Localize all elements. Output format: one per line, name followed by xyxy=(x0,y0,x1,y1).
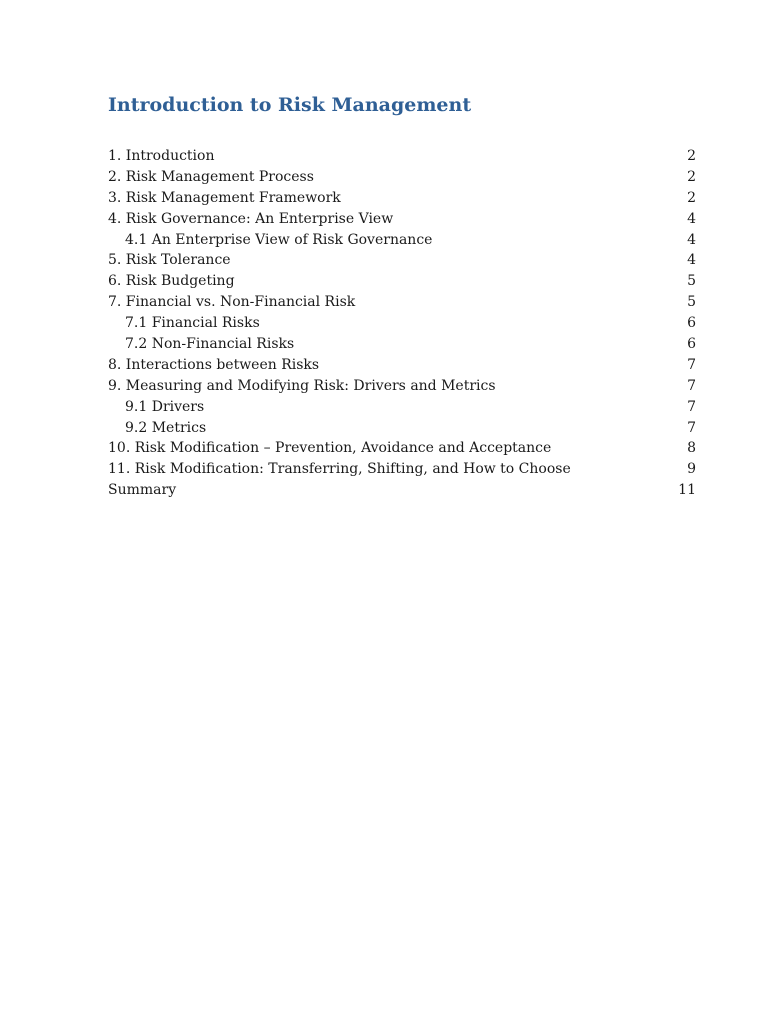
toc-entry[interactable] xyxy=(108,438,696,459)
toc-entry-page: 2 xyxy=(687,189,696,206)
toc-entry[interactable] xyxy=(108,209,696,230)
toc-entry-page: 4 xyxy=(687,231,696,248)
toc-entry-page: 8 xyxy=(687,440,696,457)
table-of-contents xyxy=(108,146,696,501)
toc-entry-label: 1. Introduction xyxy=(108,148,215,164)
toc-entry[interactable] xyxy=(108,188,696,209)
toc-entry[interactable] xyxy=(108,397,696,418)
toc-entry-label: 2. Risk Management Process xyxy=(108,168,314,185)
toc-entry-page: 4 xyxy=(687,252,696,269)
toc-entry-page: 7 xyxy=(687,356,696,373)
toc-entry[interactable] xyxy=(108,146,696,167)
document-title: Introduction to Risk Management xyxy=(108,94,472,116)
toc-entry-page: 7 xyxy=(687,377,696,394)
toc-entry-label: 7. Financial vs. Non-Financial Risk xyxy=(108,294,356,311)
toc-entry-page: 6 xyxy=(687,336,696,353)
toc-entry-page: 7 xyxy=(687,419,696,436)
toc-entry-label: 10. Risk Modification – Prevention, Avoidance and Acceptance xyxy=(108,440,552,457)
toc-entry[interactable] xyxy=(108,167,696,188)
toc-entry[interactable] xyxy=(108,334,696,355)
toc-entry-label: 11. Risk Modification: Transferring, Shifting, and How to Choose xyxy=(108,461,571,478)
toc-entry[interactable] xyxy=(108,376,696,397)
toc-entry[interactable] xyxy=(108,250,696,271)
toc-entry[interactable] xyxy=(108,480,696,501)
toc-entry-page: 2 xyxy=(687,148,696,164)
toc-entry-page: 7 xyxy=(687,398,696,415)
toc-entry[interactable] xyxy=(108,230,696,251)
toc-entry-label: 9.1 Drivers xyxy=(125,398,205,415)
toc-entry-page: 9 xyxy=(687,461,696,478)
toc-entry-page: 6 xyxy=(687,315,696,332)
toc-entry-page: 4 xyxy=(687,210,696,227)
toc-entry-label: 6. Risk Budgeting xyxy=(108,273,235,290)
toc-entry[interactable] xyxy=(108,271,696,292)
toc-entry-label: Summary xyxy=(108,482,177,499)
toc-entry-page: 2 xyxy=(687,168,696,185)
toc-entry[interactable] xyxy=(108,313,696,334)
toc-entry[interactable] xyxy=(108,292,696,313)
toc-entry[interactable] xyxy=(108,418,696,439)
toc-entry-label: 9.2 Metrics xyxy=(125,419,207,436)
toc-entry-label: 4.1 An Enterprise View of Risk Governance xyxy=(125,231,433,248)
toc-entry-label: 4. Risk Governance: An Enterprise View xyxy=(108,210,394,227)
toc-entry-label: 8. Interactions between Risks xyxy=(108,356,320,373)
toc-entry[interactable] xyxy=(108,459,696,480)
toc-entry[interactable] xyxy=(108,355,696,376)
toc-entry-label: 7.2 Non-Financial Risks xyxy=(125,336,295,353)
toc-entry-page: 11 xyxy=(678,482,696,499)
toc-entry-label: 7.1 Financial Risks xyxy=(125,315,260,332)
toc-entry-label: 9. Measuring and Modifying Risk: Drivers and Metrics xyxy=(108,377,496,394)
toc-entry-page: 5 xyxy=(687,294,696,311)
toc-entry-label: 5. Risk Tolerance xyxy=(108,252,231,269)
toc-entry-label: 3. Risk Management Framework xyxy=(108,189,341,206)
toc-entry-page: 5 xyxy=(687,273,696,290)
